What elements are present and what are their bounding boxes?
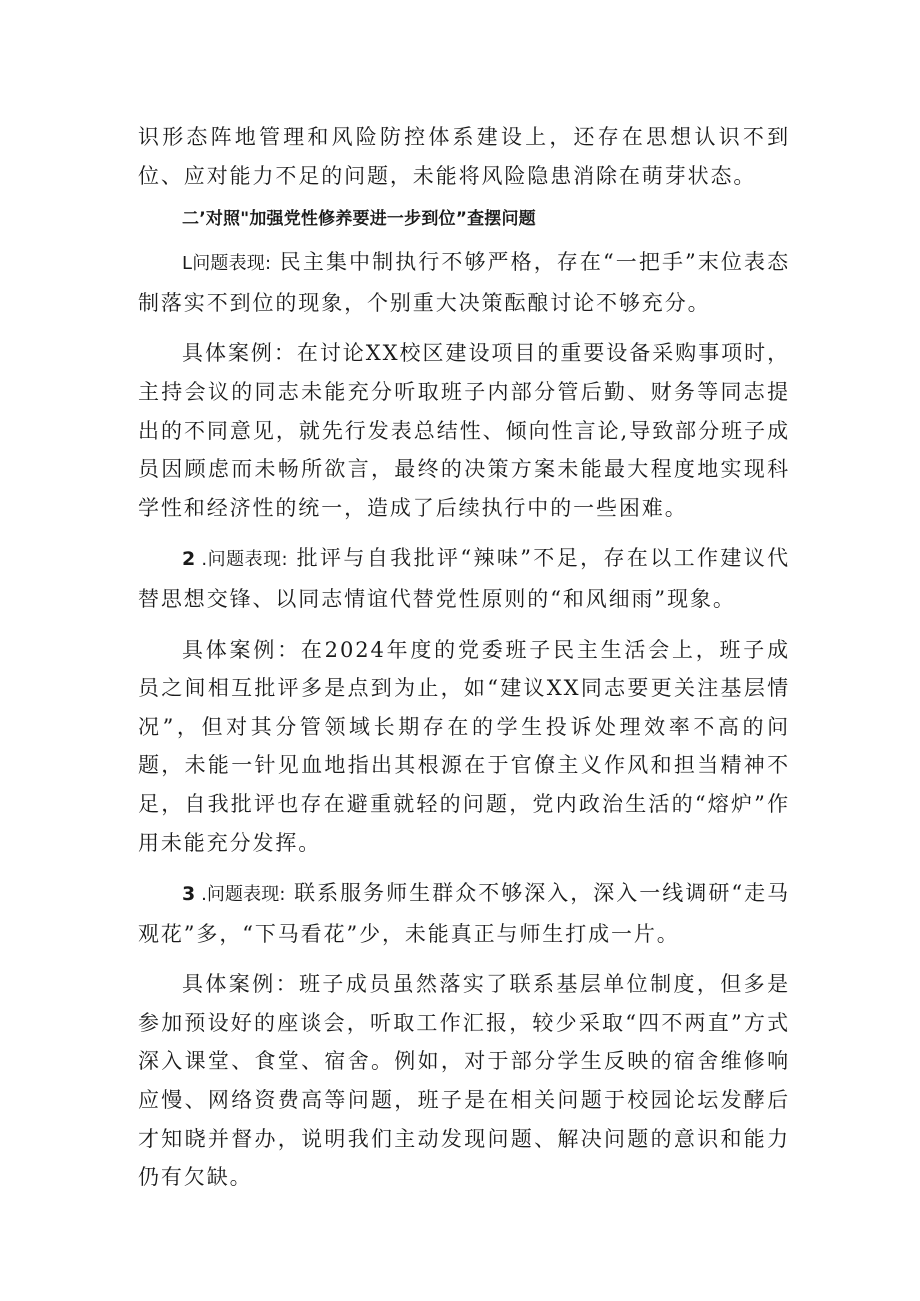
problem-3-number: 3 [182, 883, 196, 906]
section-heading: 二’对照"加强党性修养要进一步到位”查摆问题 [182, 209, 536, 230]
case-2-paragraph: 具体案例：在2024年度的党委班子民主生活会上，班子成员之间相互批评多是点到为止，如“建议XX同志要更关注基层情况”，但对其分管领域长期存在的学生投诉处理效率不高的问题，未能一针见血地指出其根源在于官僚主义作风和担当精神不足，自我批评也存在避重就轻的问题，党内政治生活的“熔炉”作用未能充分发挥。 [138, 637, 790, 855]
problem-2-lead: .问题表现: [195, 549, 288, 571]
paragraph-continuation: 识形态阵地管理和风险防控体系建设上，还存在思想认识不到位、应对能力不足的问题，未能将风险隐患消除在萌芽状态。 [138, 125, 790, 188]
problem-2-body: 批评与自我批评“辣味”不足，存在以工作建议代替思想交锋、以同志情谊代替党性原则的“和风细雨”现象。 [138, 546, 790, 611]
problem-2-paragraph [138, 539, 790, 618]
problem-1-paragraph [138, 243, 790, 322]
problem-1-body: 民主集中制执行不够严格，存在“一把手”末位表态制落实不到位的现象，个别重大决策酝酿讨论不够充分。 [138, 250, 790, 315]
problem-3-paragraph [138, 874, 790, 953]
problem-3-lead: .问题表现: [195, 884, 286, 906]
problem-3-body: 联系服务师生群众不够深入，深入一线调研“走马观花”多，“下马看花”少，未能真正与师生打成一片。 [138, 881, 790, 946]
case-3-paragraph: 具体案例：班子成员虽然落实了联系基层单位制度，但多是参加预设好的座谈会，听取工作汇报，较少采取“四不两直”方式深入课堂、食堂、宿舍。例如，对于部分学生反映的宿舍维修响应慢、网络资费高等问题，班子是在相关问题于校园论坛发酵后才知晓并督办，说明我们主动发现问题、解决问题的意识和能力仍有欠缺。 [138, 972, 790, 1190]
case-1-paragraph: 具体案例：在讨论XX校区建设项目的重要设备采购事项时，主持会议的同志未能充分听取班子内部分管后勤、财务等同志提出的不同意见，就先行发表总结性、倾向性言论,导致部分班子成员因顾虑而未畅所欲言，最终的决策方案未能最大程度地实现科学性和经济性的统一，造成了后续执行中的一些困难。 [138, 341, 790, 520]
document-page [138, 118, 790, 1197]
problem-2-number: 2 [182, 548, 196, 571]
problem-1-lead: L问题表现: [182, 253, 272, 275]
